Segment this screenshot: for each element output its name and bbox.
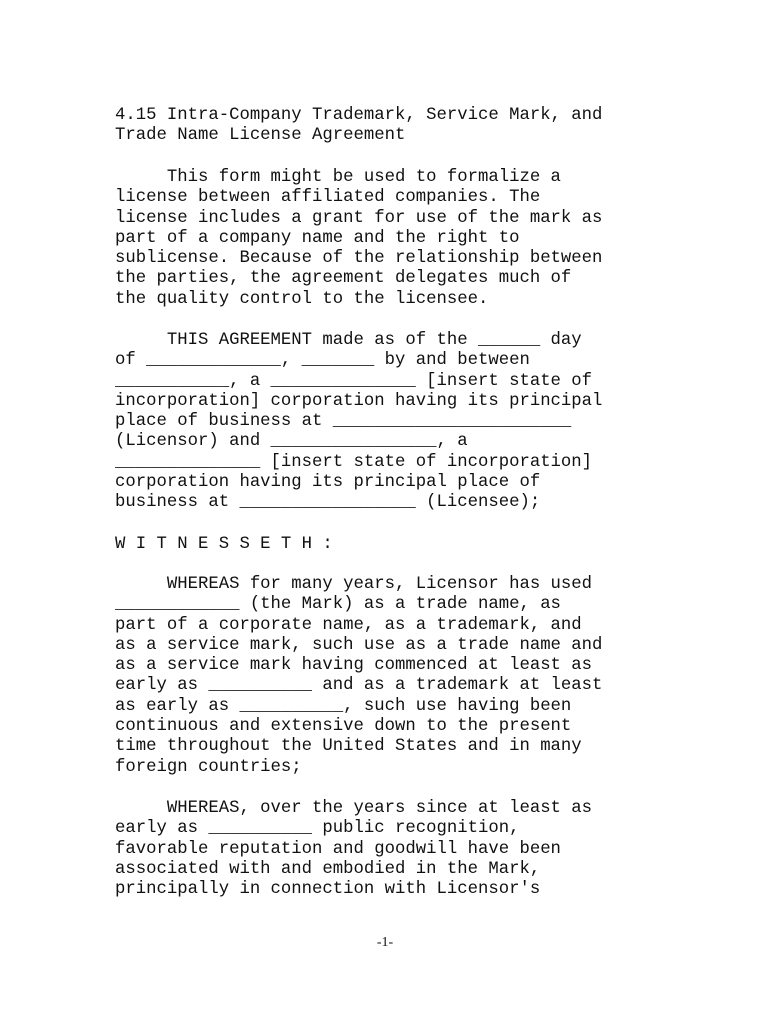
paragraph-line: WHEREAS, over the years since at least as	[115, 799, 593, 818]
paragraph-line: sublicense. Because of the relationship between	[115, 249, 603, 269]
paragraph-line: incorporation] corporation having its principal	[115, 391, 603, 411]
paragraph-line: time throughout the United States and in many	[115, 737, 582, 757]
paragraph-line: license between affiliated companies. The	[115, 188, 541, 208]
paragraph-line: of _____________, _______ by and between	[115, 351, 530, 371]
paragraph-line: continuous and extensive down to the present	[115, 717, 572, 737]
paragraph-line: ______________ [insert state of incorporation]	[115, 452, 593, 472]
title-line: Trade Name License Agreement	[115, 126, 406, 146]
paragraph-line: corporation having its principal place of	[115, 473, 541, 493]
paragraph-line: ____________ (the Mark) as a trade name, as	[115, 595, 561, 615]
paragraph-line: foreign countries;	[115, 757, 302, 777]
paragraph-line: as early as __________, such use having been	[115, 696, 572, 716]
intro-paragraph	[115, 168, 675, 310]
paragraph-line: THIS AGREEMENT made as of the ______ day	[115, 331, 582, 350]
paragraph-line: (Licensor) and ________________, a	[115, 432, 468, 452]
paragraph-line: This form might be used to formalize a	[115, 168, 561, 187]
paragraph-line: early as __________ and as a trademark at least	[115, 676, 603, 696]
paragraph-line: as a service mark having commenced at least as	[115, 656, 593, 676]
witnesseth-heading	[115, 535, 675, 555]
paragraph-line: business at _________________ (Licensee);	[115, 493, 541, 513]
paragraph-line: as a service mark, such use as a trade name and	[115, 635, 603, 655]
whereas-paragraph-1	[115, 575, 675, 778]
paragraph-line: place of business at _______________________	[115, 412, 572, 432]
whereas-paragraph-2	[115, 799, 675, 900]
paragraph-line: the quality control to the licensee.	[115, 289, 489, 309]
paragraph-line: favorable reputation and goodwill have been	[115, 839, 561, 859]
paragraph-line: part of a company name and the right to	[115, 228, 520, 248]
paragraph-line: early as __________ public recognition,	[115, 819, 520, 839]
paragraph-line: associated with and embodied in the Mark,	[115, 859, 541, 879]
title-line: 4.15 Intra-Company Trademark, Service Mark, and	[115, 106, 603, 125]
paragraph-line: the parties, the agreement delegates much of	[115, 269, 572, 289]
agreement-paragraph	[115, 331, 675, 514]
paragraph-line: ___________, a ______________ [insert state of	[115, 371, 593, 391]
page-number: -1-	[376, 935, 394, 950]
paragraph-line: principally in connection with Licensor's	[115, 880, 541, 900]
paragraph-line: WHEREAS for many years, Licensor has used	[115, 575, 593, 594]
paragraph-line: part of a corporate name, as a trademark, and	[115, 615, 582, 635]
document-title	[115, 106, 675, 147]
paragraph-line: license includes a grant for use of the mark as	[115, 208, 603, 228]
heading-line: W I T N E S S E T H :	[115, 535, 333, 554]
